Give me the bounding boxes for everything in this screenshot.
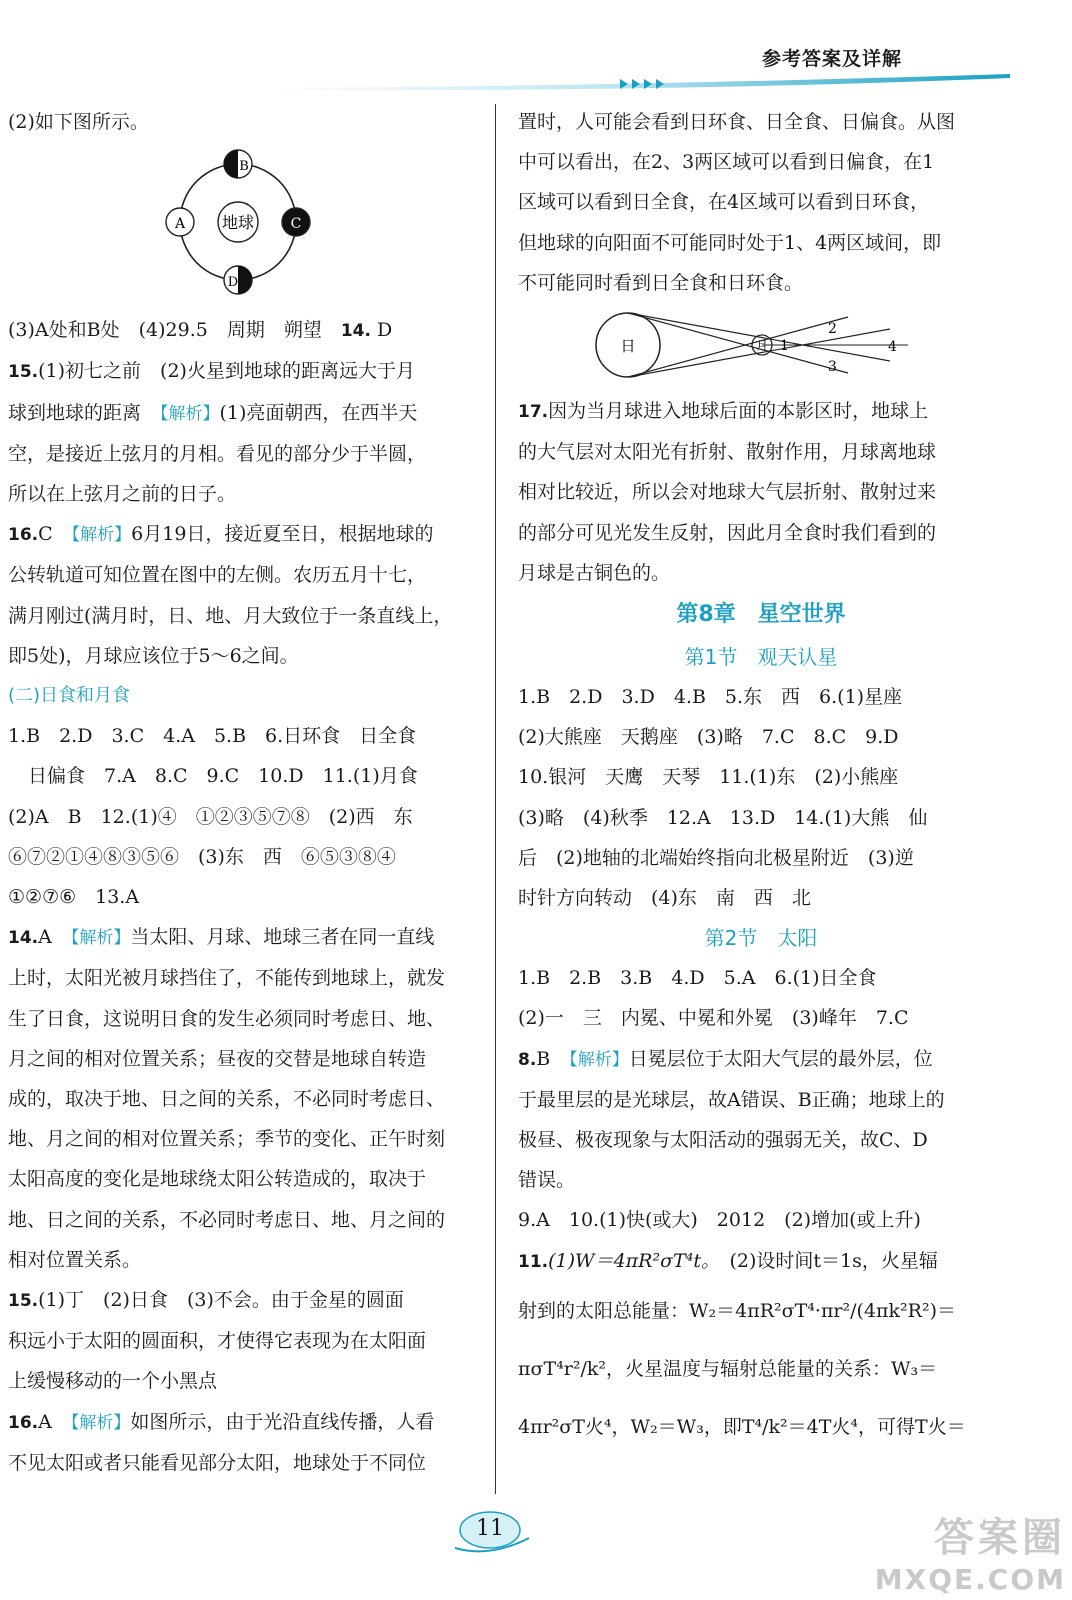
section-1-heading: 第1节 观天认星: [684, 645, 838, 670]
answers-line2: 日偏食 7.A 8.C 9.C 10.D 11.(1)月食: [28, 765, 418, 788]
s1-line6: 时针方向转动 (4)东 南 西 北: [518, 887, 811, 910]
right-column: [518, 102, 1004, 1456]
r-line4: 但地球的向阳面不可能同时处于1、4两区域间，即: [518, 231, 942, 254]
moon-label: 月: [755, 339, 769, 354]
q14b-line1: 14.A 【解析】当太阳、月球、地球三者在同一直线: [8, 926, 435, 949]
q16b-line2: 不见太阳或者只能看见部分太阳，地球处于不同位: [8, 1451, 427, 1474]
q16-line4: 即5处)，月球应该位于5～6之间。: [8, 644, 299, 667]
answers-line5: ①②⑦⑥ 13.A: [8, 886, 140, 909]
chapter-heading: 第8章 星空世界: [676, 602, 846, 628]
q16-line1: 16.C 【解析】6月19日，接近夏至日，根据地球的: [8, 523, 434, 546]
q8-line3: 极昼、极夜现象与太阳活动的强弱无关，故C、D: [518, 1129, 928, 1152]
q14b-line4: 月之间的相对位置关系；昼夜的交替是地球自转造: [8, 1047, 427, 1070]
q15b-line2: 积远小于太阳的圆面积，才使得它表现为在太阳面: [8, 1330, 427, 1353]
q11-line1: 11.(1)W＝4πR²σT⁴t。 (2)设时间t＝1s，火星辐: [518, 1249, 938, 1272]
shadow-diagram: [518, 303, 1004, 391]
q15-line3: 空，是接近上弦月的月相。看见的部分少于半圆，: [8, 442, 427, 465]
moon-d-label: D: [227, 275, 239, 291]
eclipse-shadow-figure: [518, 303, 1004, 391]
watermark-line1: 答案圈: [934, 1515, 1066, 1561]
s1-line4: (3)略 (4)秋季 12.A 13.D 14.(1)大熊 仙: [518, 806, 928, 829]
q14b-line2: 上时，太阳光被月球挡住了，不能传到地球上，就发: [8, 967, 446, 990]
moon-b-shade: [224, 150, 238, 178]
q15b-line3: 上缓慢移动的一个小黑点: [8, 1370, 218, 1393]
header-title: 参考答案及详解: [761, 48, 902, 70]
q15b-line1: 15.(1)丁 (2)日食 (3)不会。由于金星的圆面: [8, 1289, 404, 1312]
moon-d-shade: [238, 266, 252, 294]
q8-line4: 错误。: [518, 1169, 576, 1192]
q15-line2: 球到地球的距离 【解析】(1)亮面朝西，在西半天: [8, 401, 418, 424]
answers-line4: ⑥⑦②①④⑧③⑤⑥ (3)东 西 ⑥⑤③⑧④: [8, 845, 396, 868]
s1-line2: (2)大熊座 天鹅座 (3)略 7.C 8.C 9.D: [518, 726, 899, 749]
region-4: 4: [888, 339, 897, 356]
q16b-line1: 16.A 【解析】如图所示，由于光沿直线传播，人看: [8, 1410, 435, 1433]
q14b-line5: 成的，取决于地、日之间的关系，不必同时考虑日、: [8, 1088, 446, 1111]
left-column: [8, 102, 480, 1483]
s1-line5: 后 (2)地轴的北端始终指向北极星附近 (3)逆: [518, 846, 914, 869]
q15-line1: 15.(1)初七之前 (2)火星到地球的距离远大于月: [8, 360, 415, 383]
q8-line2: 于最里层的是光球层，故A错误、B正确；地球上的: [518, 1088, 945, 1111]
section-2-heading: 第2节 太阳: [704, 926, 818, 951]
r-line2: 中可以看出，在2、3两区域可以看到日偏食，在1: [518, 151, 935, 174]
s1-line3: 10.银河 天鹰 天琴 11.(1)东 (2)小熊座: [518, 766, 899, 789]
moon-a-label: A: [174, 216, 186, 233]
watermark: [875, 1506, 1066, 1596]
moon-orbit-diagram: [8, 142, 480, 310]
answers-line1: 1.B 2.D 3.C 4.A 5.B 6.日环食 日全食: [8, 725, 417, 748]
s1-line1: 1.B 2.D 3.D 4.B 5.东 西 6.(1)星座: [518, 686, 903, 709]
s2-line2: (2)一 三 内冕、中冕和外冕 (3)峰年 7.C: [518, 1007, 909, 1030]
q16-line2: 公转轨道可知位置在图中的左侧。农历五月十七，: [8, 564, 427, 587]
q14b-line7: 太阳高度的变化是地球绕太阳公转造成的，取决于: [8, 1168, 427, 1191]
s2-line1: 1.B 2.B 3.B 4.D 5.A 6.(1)日全食: [518, 967, 877, 990]
q14b-line3: 生了日食，这说明日食的发生必须同时考虑日、地、: [8, 1007, 446, 1030]
r-line3: 区域可以看到日全食，在4区域可以看到日环食，: [518, 191, 930, 214]
q17-line2: 的大气层对太阳光有折射、散射作用，月球离地球: [518, 441, 937, 464]
q15-line4: 所以在上弦月之前的日子。: [8, 483, 237, 506]
q13-part3: (3)A处和B处 (4)29.5 周期 朔望 14. D: [8, 319, 393, 342]
moon-orbit-figure: [8, 142, 480, 310]
section-heading-eclipse: (二)日食和月食: [8, 685, 131, 707]
q17-line5: 月球是古铜色的。: [518, 561, 671, 584]
r-line1: 置时，人可能会看到日环食、日全食、日偏食。从图: [518, 111, 956, 133]
q11-line2: 射到的太阳总能量：W₂＝4πR²σT⁴·πr²/(4πk²R²)＝: [518, 1299, 956, 1322]
r-line5: 不可能同时看到日全食和日环食。: [518, 271, 804, 294]
q16-line3: 满月刚过(满月时，日、地、月大致位于一条直线上，: [8, 604, 453, 627]
moon-c-label: C: [290, 216, 302, 233]
page-number: 11: [476, 1516, 504, 1541]
region-3: 3: [828, 359, 837, 376]
header-decoration: [270, 74, 1010, 96]
q11-line3: πσT⁴r²/k²，火星温度与辐射总能量的关系：W₃＝: [518, 1357, 938, 1380]
watermark-line2: MXQE.COM: [874, 1563, 1066, 1596]
q17-line3: 相对比较近，所以会对地球大气层折射、散射过来: [518, 481, 937, 504]
sun-label: 日: [620, 337, 636, 356]
q17-line1: 17.因为当月球进入地球后面的本影区时，地球上: [518, 400, 929, 423]
q14b-line8: 地、日之间的关系，不必同时考虑日、地、月之间的: [8, 1208, 446, 1231]
moon-b-label: B: [239, 159, 249, 175]
region-1: 1: [780, 338, 789, 355]
earth-label: 地球: [221, 213, 255, 233]
answers-line3: (2)A B 12.(1)④ ①②③⑤⑦⑧ (2)西 东: [8, 805, 413, 828]
region-2: 2: [828, 321, 837, 338]
q13-part2: (2)如下图所示。: [8, 111, 149, 133]
s2-line3: 9.A 10.(1)快(或大) 2012 (2)增加(或上升): [518, 1209, 921, 1232]
q14b-line6: 地、月之间的相对位置关系；季节的变化、正午时刻: [8, 1128, 446, 1151]
q8-line1: 8.B 【解析】日冕层位于太阳大气层的最外层，位: [518, 1047, 933, 1070]
q14b-line9: 相对位置关系。: [8, 1248, 142, 1271]
q17-line4: 的部分可见光发生反射，因此月全食时我们看到的: [518, 521, 937, 544]
column-divider: [495, 104, 496, 1494]
q11-line4: 4πr²σT火⁴，W₂＝W₃，即T⁴/k²＝4T火⁴，可得T火＝: [518, 1415, 966, 1438]
page-number-badge: [445, 1508, 535, 1556]
